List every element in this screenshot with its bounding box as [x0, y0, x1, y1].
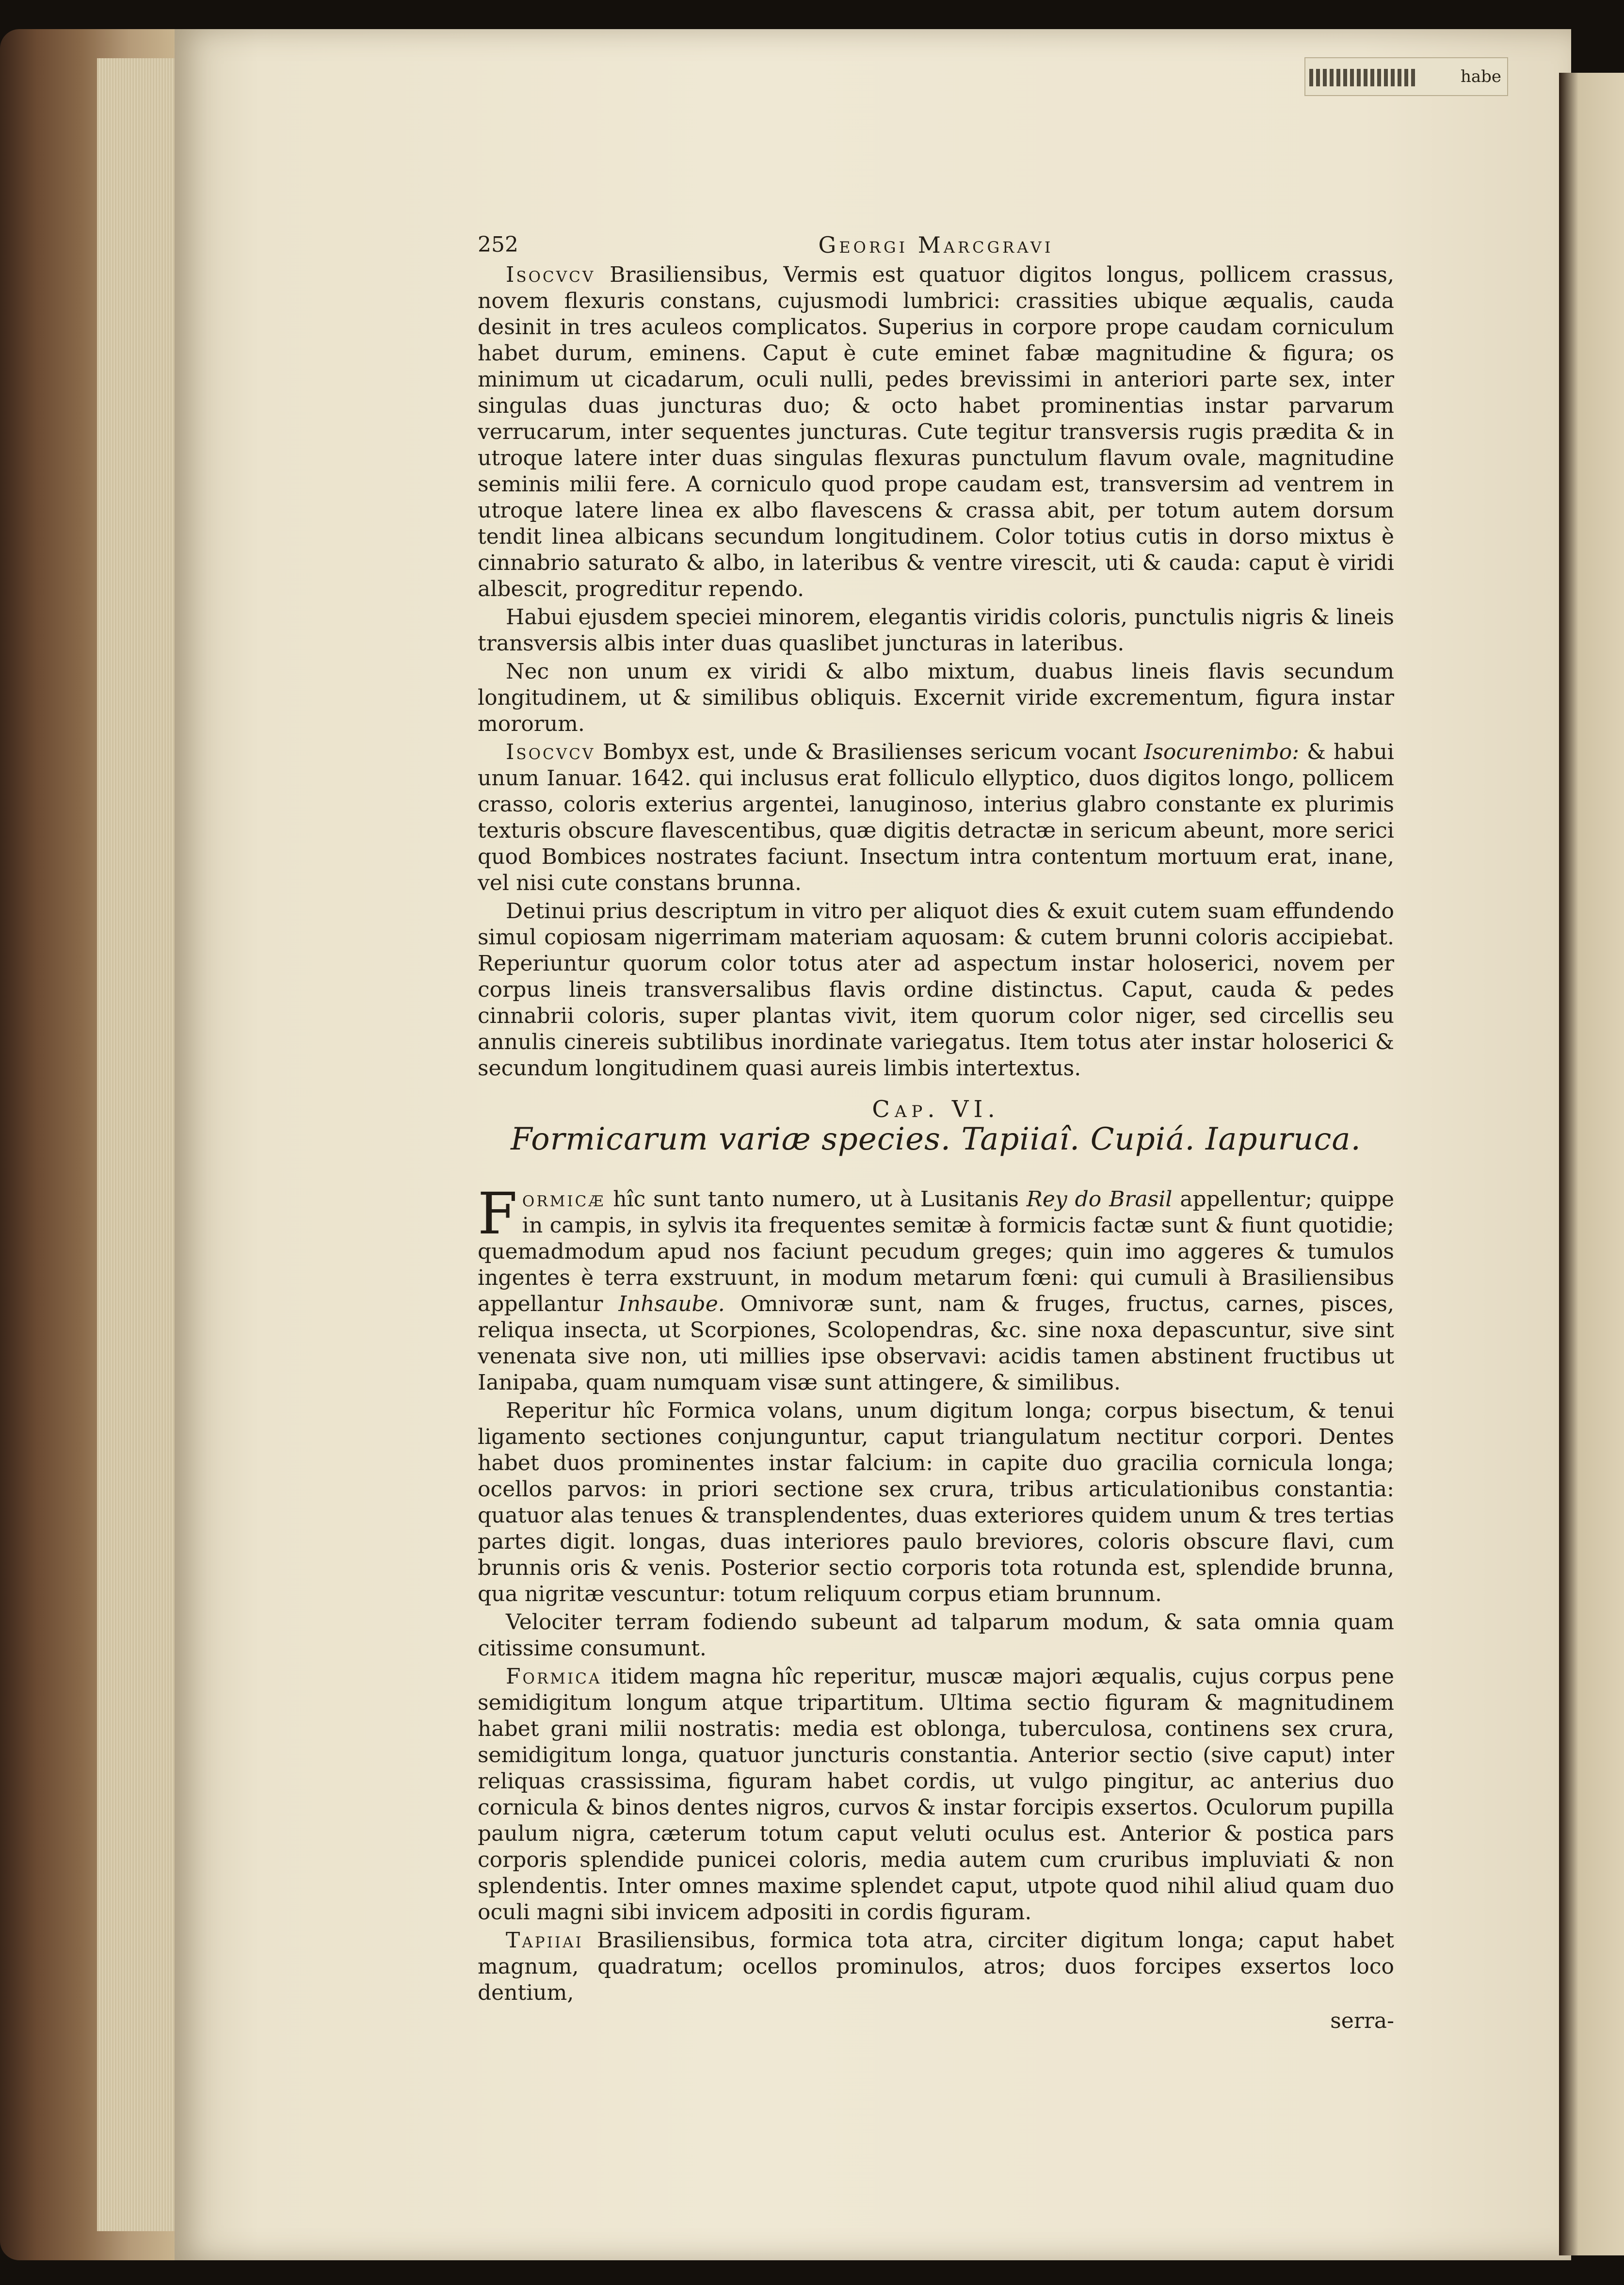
- paragraph: [478, 604, 1394, 657]
- catchword: serra-: [1330, 2009, 1394, 2033]
- paragraph: [478, 1928, 1394, 2006]
- paragraph: [478, 1180, 1395, 1396]
- running-title: Georgi Marcgravi: [818, 232, 1054, 258]
- paragraph-text: Detinui prius descriptum in vitro per aliquot dies & exuit cutem suam effundendo simul copiosam nigerrimam materiam aquosam: & cutem brunni coloris accipiebat. Reperiuntur quorum color totus ater ad aspectum instar holoserici, novem per corpus lineis transversalibus flavis ordine distinctus. Caput, cauda & pedes cinnabrii coloris, super plantas vivit, item quorum color niger, sed circellis seu annulis cinereis subtilibus inordinate variegatus. Item totus ater instar holoserici & secundum longitudinem quasi aureis limbis intertextus.: [478, 899, 1394, 1081]
- chapter-title: Formicarum variæ species. Tapiiaî. Cupiá. Iapuruca.: [511, 1121, 1361, 1157]
- paragraph-text: hîc sunt tanto numero, ut à Lusitanis: [605, 1187, 1027, 1212]
- lead-word: Isocvcv: [506, 262, 595, 287]
- italic-term: Isocurenimbo:: [1143, 740, 1300, 764]
- lead-word: ormicæ: [522, 1187, 606, 1212]
- paragraph: [478, 1664, 1394, 1926]
- paragraph: [478, 898, 1394, 1082]
- text-block: [478, 232, 1394, 2034]
- paragraph-text: Brasiliensibus, Vermis est quatuor digitos longus, pollicem crassus, novem flexuris constans, cujusmodi lumbrici: crassities ubique æqualis, cauda desinit in tres aculeos complicatos. Superius in corpore prope caudam corniculum habet durum, eminens. Caput è cute eminet fabæ magnitudine & figura; os minimum ut cicadarum, oculi nulli, pedes brevissimi in anteriori parte sex, inter singulas duas juncturas duo; & octo habet prominentias instar parvarum verrucarum, inter sequentes juncturas. Cute tegitur transversis rugis prædita & in utroque latere inter duas singulas flexuras punctulum flavum ovale, magnitudine seminis milii fere. A corniculo quod prope caudam est, transversim ad ventrem in utroque latere linea ex albo flavescens & crassa abit, per totum autem dorsum tendit linea albicans secundum longitudinem. Color totius cutis in dorso mixtus è cinnabrio saturato & albo, in lateribus & ventre virescit, uti & cauda: caput è viridi albescit, progreditur rependo.: [478, 262, 1394, 601]
- paragraph-text: Omnivoræ sunt, nam & fruges, fructus, carnes, pisces, reliqua insecta, ut Scorpiones, Scolopendras, &c. sine noxa depascuntur, sive sint venenata sive non, uti millies ipse observavi: acidis tamen abstinent fructibus ut Ianipaba, quam numquam visæ sunt attingere, & similibus.: [478, 1292, 1395, 1395]
- facing-page-edge: [1559, 73, 1624, 2255]
- paragraph: [478, 659, 1394, 737]
- paragraph-text: Bombyx est, unde & Brasilienses sericum vocant: [595, 740, 1144, 764]
- paragraph-text: appellentur; quippe in campis, in sylvis ita frequentes semitæ à formicis factæ sunt & fiunt quotidie; quemadmodum apud nos faciunt pecudum greges; quin imo aggeres & tumulos ingentes è terra exstruunt, in modum metarum fœni: qui cumuli à Brasiliensibus appellantur: [478, 1187, 1395, 1316]
- paragraph: [478, 262, 1394, 602]
- italic-term: Inhsaube.: [618, 1292, 725, 1316]
- paragraph: [478, 1398, 1394, 1607]
- running-head: [478, 232, 1394, 261]
- lead-word: Tapiiai: [506, 1928, 583, 1953]
- paragraph-text: Nec non unum ex viridi & albo mixtum, duabus lineis flavis secundum longitudinem, ut & similibus obliquis. Excernit viride excrementum, figura instar mororum.: [478, 659, 1394, 736]
- paper-tab: [1304, 57, 1508, 96]
- paragraph-text: Habui ejusdem speciei minorem, elegantis viridis coloris, punctulis nigris & lineis transversis albis inter duas quaslibet juncturas in lateribus.: [478, 605, 1394, 656]
- page-number: 252: [478, 232, 518, 257]
- paragraph-text: Reperitur hîc Formica volans, unum digitum longa; corpus bisectum, & tenui ligamento sectiones conjunguntur, caput triangulatum nectitur corpori. Dentes habet duos prominentes instar falcium: in capite duo gracilia cornicula longa; ocellos parvos: in priori sectione sex crura, tribus articulationibus constantia: quatuor alas tenues & transplendentes, duas exteriores quidem unum & tres tertias partes digit. longas, duas interiores paulo breviores, coloris obscure flavi, cum brunnis oris & venis. Posterior sectio corporis tota rotunda est, splendide brunna, qua nigritæ vescuntur: totum reliquum corpus etiam brunnum.: [478, 1398, 1394, 1606]
- lead-word: Formica: [506, 1664, 602, 1689]
- italic-term: Rey do Brasil: [1026, 1187, 1173, 1212]
- paragraph-text: itidem magna hîc reperitur, muscæ majori æqualis, cujus corpus pene semidigitum longum atque tripartitum. Ultima sectio figuram & magnitudinem habet grani milii nostratis: media est oblonga, tuberculosa, continens sex crura, semidigitum longa, quatuor juncturis constantia. Anterior sectio (sive caput) inter reliquas crassissima, figuram habet cordis, ut vulgo pingitur, ac anterius duo cornicula & binos dentes nigros, curvos & instar forcipis exsertos. Oculorum pupilla paulum nigra, cæterum totum caput veluti oculus est. Anterior & postica pars corporis splendide punicei coloris, media autem cum cruribus impluviati & non splendentis. Inter omnes maxime splendet caput, utpote quod nihil aliud quam duo oculi magni sibi invicem adpositi in cordis figuram.: [478, 1664, 1394, 1925]
- chapter-label: Cap. VI.: [872, 1096, 1000, 1123]
- drop-cap: F: [478, 1180, 517, 1247]
- paragraph: [478, 739, 1394, 896]
- tab-smudge: [1309, 69, 1416, 86]
- paragraph-text: & habui unum Ianuar. 1642. qui inclusus erat folliculo ellyptico, duos digitos longo, pollicem crasso, coloris exterius argentei, lanuginoso, interius glabro constante ex plurimis texturis obscure flavescentibus, quæ digitis detractæ in sericum abeunt, more serici quod Bombices nostrates faciunt. Insectum intra contentum mortuum erat, inane, vel nisi cute constans brunna.: [478, 740, 1394, 895]
- paragraph-text: Brasiliensibus, formica tota atra, circiter digitum longa; caput habet magnum, quadratum; ocellos prominulos, atros; duos forcipes exsertos loco dentium,: [478, 1928, 1394, 2005]
- paragraph: [478, 1609, 1394, 1662]
- lead-word: Isocvcv: [506, 740, 595, 764]
- tab-text: habe: [1460, 67, 1501, 86]
- paragraph-text: Velociter terram fodiendo subeunt ad talparum modum, & sata omnia quam citissime consumunt.: [478, 1610, 1394, 1661]
